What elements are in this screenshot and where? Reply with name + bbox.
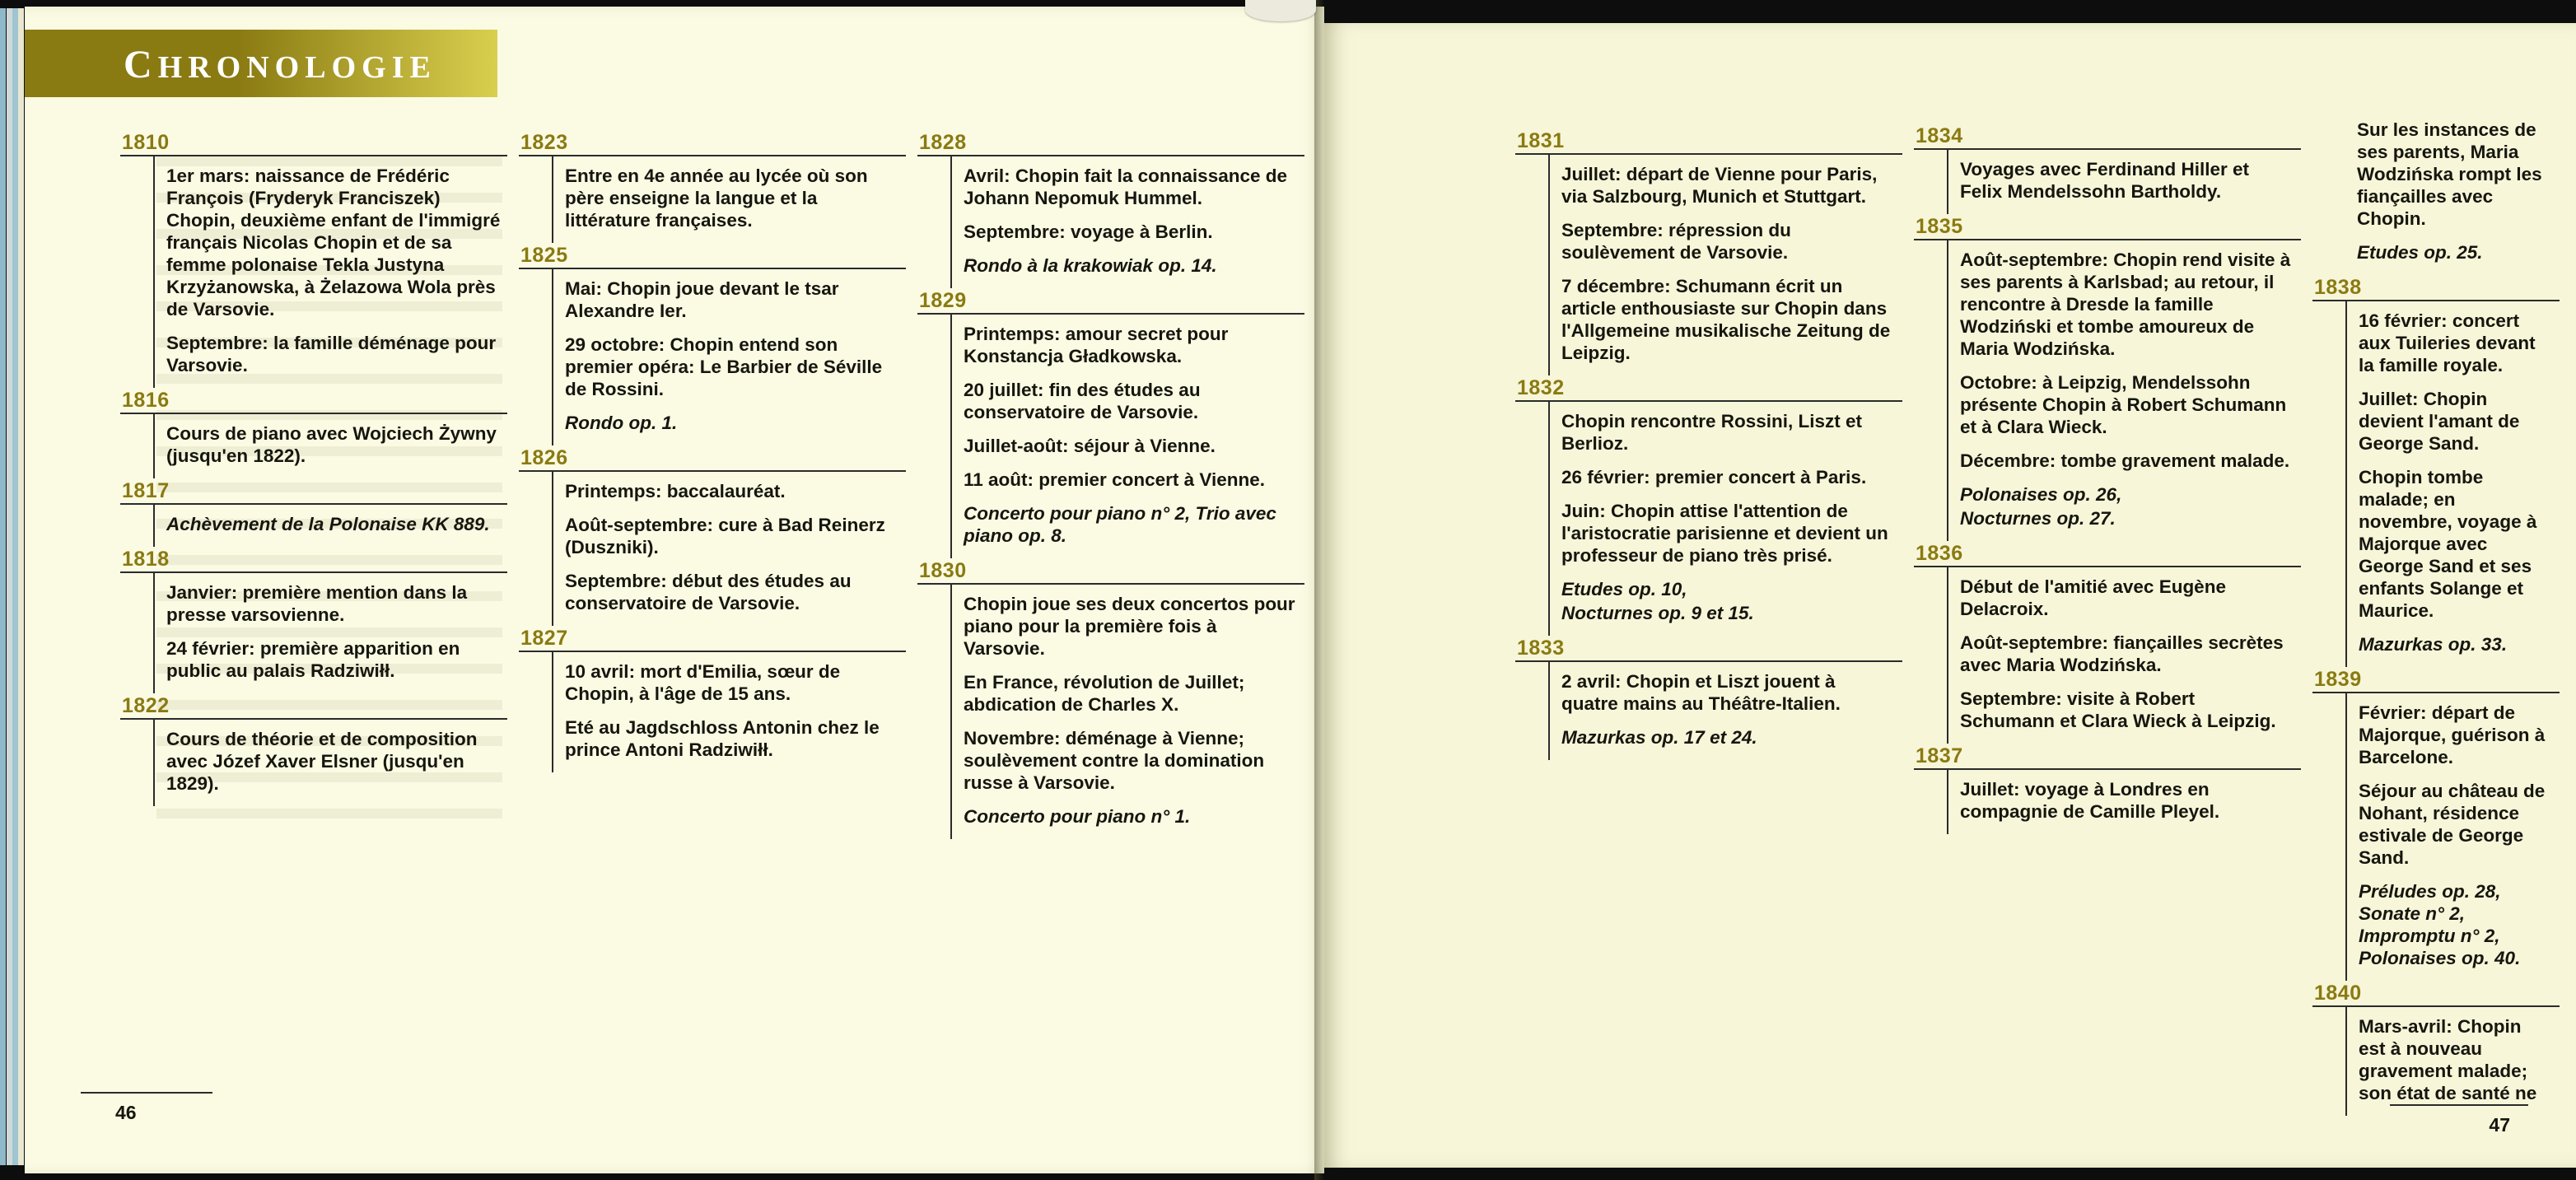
chronology-column-4 — [1515, 128, 1902, 760]
page-edge-3 — [12, 8, 18, 1165]
entry-body — [1947, 567, 2301, 744]
chronology-entry — [519, 626, 906, 772]
page-edge-2 — [7, 8, 12, 1165]
entry-paragraph: Mai: Chopin joue devant le tsar Alexandre Ier. — [565, 278, 839, 321]
entry-paragraph: 24 février: première apparition en public au palais Radziwiłł. — [166, 638, 460, 681]
chronology-entry — [1914, 744, 2301, 834]
chronology-column-1 — [120, 130, 507, 806]
entry-year: 1834 — [1916, 124, 1963, 147]
entry-work-title: Rondo op. 1. — [565, 413, 678, 433]
entry-body — [153, 573, 507, 693]
entry-year: 1833 — [1517, 637, 1565, 660]
chronology-column-3 — [917, 130, 1304, 839]
entry-year: 1837 — [1916, 744, 1963, 767]
chronology-entry — [120, 478, 507, 547]
entry-paragraph: Cours de théorie et de composition avec Józef Xaver Elsner (jusqu'en 1829). — [166, 729, 478, 794]
entry-paragraph: Décembre: tombe gravement malade. — [1960, 450, 2290, 471]
chronology-column-5 — [1914, 124, 2301, 834]
entry-paragraph: Septembre: voyage à Berlin. — [964, 222, 1213, 242]
entry-body — [2345, 1007, 2560, 1116]
entry-paragraph: Juillet: départ de Vienne pour Paris, via Salzbourg, Munich et Stuttgart. — [1561, 164, 1878, 207]
chronology-entry — [1515, 636, 1902, 760]
entry-year: 1838 — [2314, 276, 2362, 299]
entry-work-title: Rondo à la krakowiak op. 14. — [964, 255, 1217, 276]
entry-body — [1947, 150, 2301, 214]
page-tab — [1245, 0, 1316, 21]
entry-paragraph: Juillet: Chopin devient l'amant de George Sand. — [2359, 389, 2520, 454]
chronology-entry — [120, 693, 507, 806]
entry-paragraph: Juillet: voyage à Londres en compagnie de Camille Pleyel. — [1960, 779, 2220, 822]
entry-work-title: Concerto pour piano n° 2, Trio avec piano op. 8. — [964, 503, 1276, 546]
entry-paragraph: Juin: Chopin attise l'attention de l'aristocratie parisienne et devient un professeur de piano très prisé. — [1561, 501, 1888, 566]
entry-paragraph: Avril: Chopin fait la connaissance de Johann Nepomuk Hummel. — [964, 166, 1288, 208]
chronology-entry — [917, 288, 1304, 558]
chronology-entry — [917, 130, 1304, 288]
entry-year: 1829 — [919, 289, 967, 312]
entry-year: 1832 — [1517, 376, 1565, 399]
entry-work-title: Etudes op. 10, — [1561, 579, 1687, 599]
entry-paragraph: Chopin joue ses deux concertos pour piano pour la première fois à Varsovie. — [964, 594, 1295, 659]
entry-year: 1839 — [2314, 668, 2362, 691]
entry-paragraph: 2 avril: Chopin et Liszt jouent à quatre mains au Théâtre-Italien. — [1561, 671, 1841, 714]
chronology-entry — [1914, 214, 2301, 541]
entry-paragraph: Voyages avec Ferdinand Hiller et Felix Mendelssohn Bartholdy. — [1960, 159, 2249, 202]
left-page — [25, 7, 1324, 1173]
entry-work-title: Concerto pour piano n° 1. — [964, 806, 1191, 827]
entry-body — [2345, 693, 2560, 981]
entry-year: 1830 — [919, 559, 967, 582]
chronology-entry — [2312, 275, 2560, 667]
entry-year: 1828 — [919, 131, 967, 154]
chronology-entry — [917, 558, 1304, 839]
entry-work-title: Etudes op. 25. — [2357, 242, 2483, 263]
entry-paragraph: Juillet-août: séjour à Vienne. — [964, 436, 1216, 456]
entry-body — [153, 505, 507, 547]
entry-year: 1816 — [122, 389, 170, 412]
entry-work-title: Mazurkas op. 17 et 24. — [1561, 727, 1757, 748]
entry-year: 1826 — [520, 446, 568, 469]
entry-work-title: Polonaises op. 26, — [1960, 484, 2122, 505]
chronology-entry — [1515, 128, 1902, 375]
entry-body — [950, 156, 1304, 288]
entry-work-title: Achèvement de la Polonaise KK 889. — [166, 514, 490, 534]
entry-paragraph: Septembre: la famille déménage pour Varsovie. — [166, 333, 497, 375]
chronology-entry — [2312, 981, 2560, 1116]
entry-body — [1548, 662, 1902, 760]
entry-paragraph: Février: départ de Majorque, guérison à Barcelone. — [2359, 702, 2546, 767]
chronology-entry — [519, 130, 906, 243]
entry-body — [950, 315, 1304, 558]
chronology-entry — [1914, 124, 2301, 214]
entry-body — [1548, 155, 1902, 375]
entry-body — [1548, 402, 1902, 636]
folio-rule-left — [81, 1092, 212, 1094]
entry-body — [1947, 770, 2301, 834]
entry-paragraph: Septembre: répression du soulèvement de Varsovie. — [1561, 220, 1791, 263]
entry-paragraph: Mars-avril: Chopin est à nouveau gravement malade; son état de santé ne — [2359, 1016, 2537, 1103]
entry-paragraph: Séjour au château de Nohant, résidence estivale de George Sand. — [2359, 781, 2546, 868]
chronology-entry — [1914, 541, 2301, 744]
page-title — [124, 43, 436, 86]
entry-paragraph: 16 février: concert aux Tuileries devant la famille royale. — [2359, 310, 2536, 375]
chronology-entry — [519, 243, 906, 445]
entry-paragraph: En France, révolution de Juillet; abdication de Charles X. — [964, 672, 1245, 715]
entry-paragraph: Printemps: baccalauréat. — [565, 481, 786, 501]
entry-body — [153, 156, 507, 388]
entry-year: 1836 — [1916, 542, 1963, 565]
entry-work-title: Préludes op. 28, Sonate n° 2, Impromptu n° 2, Polonaises op. 40. — [2359, 881, 2521, 968]
chronology-column-2 — [519, 130, 906, 772]
entry-paragraph: Octobre: à Leipzig, Mendelssohn présente Chopin à Robert Schumann et à Clara Wieck. — [1960, 372, 2287, 437]
entry-body — [153, 414, 507, 478]
entry-paragraph: 1er mars: naissance de Frédéric François (Fryderyk Franciszek) Chopin, deuxième enfant de l'immigré français Nicolas Chopin et de sa femme polonaise Tekla Justyna Krzyżanowska, à Żelazowa Wola près de Varsovie. — [166, 166, 501, 319]
entry-body — [1947, 240, 2301, 541]
entry-year: 1817 — [122, 479, 170, 502]
title-drop-cap: C — [124, 43, 158, 86]
chronology-entry — [120, 130, 507, 388]
page-edge-4 — [18, 8, 24, 1165]
entry-paragraph: Sur les instances de ses parents, Maria Wodzińska rompt les fiançailles avec Chopin. — [2357, 119, 2542, 229]
entry-work-title: Mazurkas op. 33. — [2359, 634, 2508, 655]
entry-paragraph: Août-septembre: Chopin rend visite à ses parents à Karlsbad; au retour, il rencontre à Dresde la famille Wodziński et tombe amoureux de Maria Wodzińska. — [1960, 250, 2291, 359]
right-page — [1324, 23, 2576, 1168]
title-rest: HRONOLOGIE — [157, 50, 436, 85]
entry-body — [552, 269, 906, 445]
entry-year: 1810 — [122, 131, 170, 154]
chronology-entry — [1515, 375, 1902, 636]
entry-paragraph: Août-septembre: fiançailles secrètes avec Maria Wodzińska. — [1960, 632, 2284, 675]
entry-body — [2345, 110, 2560, 275]
chronology-entry — [120, 388, 507, 478]
entry-paragraph: Septembre: visite à Robert Schumann et Clara Wieck à Leipzig. — [1960, 688, 2276, 731]
entry-paragraph: 26 février: premier concert à Paris. — [1561, 467, 1867, 487]
entry-body — [552, 156, 906, 243]
entry-paragraph: 29 octobre: Chopin entend son premier opéra: Le Barbier de Séville de Rossini. — [565, 334, 883, 399]
entry-work-title: Nocturnes op. 9 et 15. — [1561, 603, 1754, 623]
entry-paragraph: Cours de piano avec Wojciech Żywny (jusqu'en 1822). — [166, 423, 497, 466]
entry-work-title: Nocturnes op. 27. — [1960, 508, 2116, 529]
entry-paragraph: Novembre: déménage à Vienne; soulèvement contre la domination russe à Varsovie. — [964, 728, 1265, 793]
entry-paragraph: 7 décembre: Schumann écrit un article enthousiaste sur Chopin dans l'Allgemeine musikalische Zeitung de Leipzig. — [1561, 276, 1891, 363]
chronology-entry — [120, 547, 507, 693]
entry-body — [950, 585, 1304, 839]
entry-year: 1822 — [122, 694, 170, 717]
entry-paragraph: Eté au Jagdschloss Antonin chez le prince Antoni Radziwiłł. — [565, 717, 880, 760]
chronology-entry — [2312, 110, 2560, 275]
entry-body — [2345, 301, 2560, 667]
entry-paragraph: 11 août: premier concert à Vienne. — [964, 469, 1265, 490]
entry-year: 1840 — [2314, 982, 2362, 1005]
entry-paragraph: Entre en 4e année au lycée où son père enseigne la langue et la littérature françaises. — [565, 166, 868, 231]
entry-paragraph: 20 juillet: fin des études au conservatoire de Varsovie. — [964, 380, 1201, 422]
chronology-entry — [519, 445, 906, 626]
entry-body — [552, 652, 906, 772]
entry-paragraph: Janvier: première mention dans la presse varsovienne. — [166, 582, 468, 625]
entry-year: 1823 — [520, 131, 568, 154]
chronology-entry — [2312, 667, 2560, 981]
entry-body — [153, 720, 507, 806]
entry-year: 1818 — [122, 548, 170, 571]
entry-paragraph: Chopin rencontre Rossini, Liszt et Berlioz. — [1561, 411, 1863, 454]
entry-paragraph: Août-septembre: cure à Bad Reinerz (Duszniki). — [565, 515, 885, 557]
folio-right — [2489, 1114, 2510, 1136]
folio-rule-right — [2390, 1104, 2528, 1106]
entry-paragraph: 10 avril: mort d'Emilia, sœur de Chopin, à l'âge de 15 ans. — [565, 661, 841, 704]
entry-year: 1825 — [520, 244, 568, 267]
folio-left — [115, 1102, 137, 1124]
entry-paragraph: Début de l'amitié avec Eugène Delacroix. — [1960, 576, 2226, 619]
entry-paragraph: Septembre: début des études au conservatoire de Varsovie. — [565, 571, 852, 613]
page-edge-1 — [0, 8, 6, 1165]
entry-paragraph: Printemps: amour secret pour Konstancja Gładkowska. — [964, 324, 1229, 366]
folio-right-number: 47 — [2489, 1114, 2510, 1136]
folio-left-number: 46 — [115, 1102, 137, 1123]
entry-year: 1835 — [1916, 215, 1963, 238]
chronology-column-6 — [2312, 110, 2560, 1116]
entry-body — [552, 472, 906, 626]
entry-paragraph: Chopin tombe malade; en novembre, voyage à Majorque avec George Sand et ses enfants Solange et Maurice. — [2359, 467, 2537, 621]
entry-year: 1827 — [520, 627, 568, 650]
entry-year: 1831 — [1517, 129, 1565, 152]
